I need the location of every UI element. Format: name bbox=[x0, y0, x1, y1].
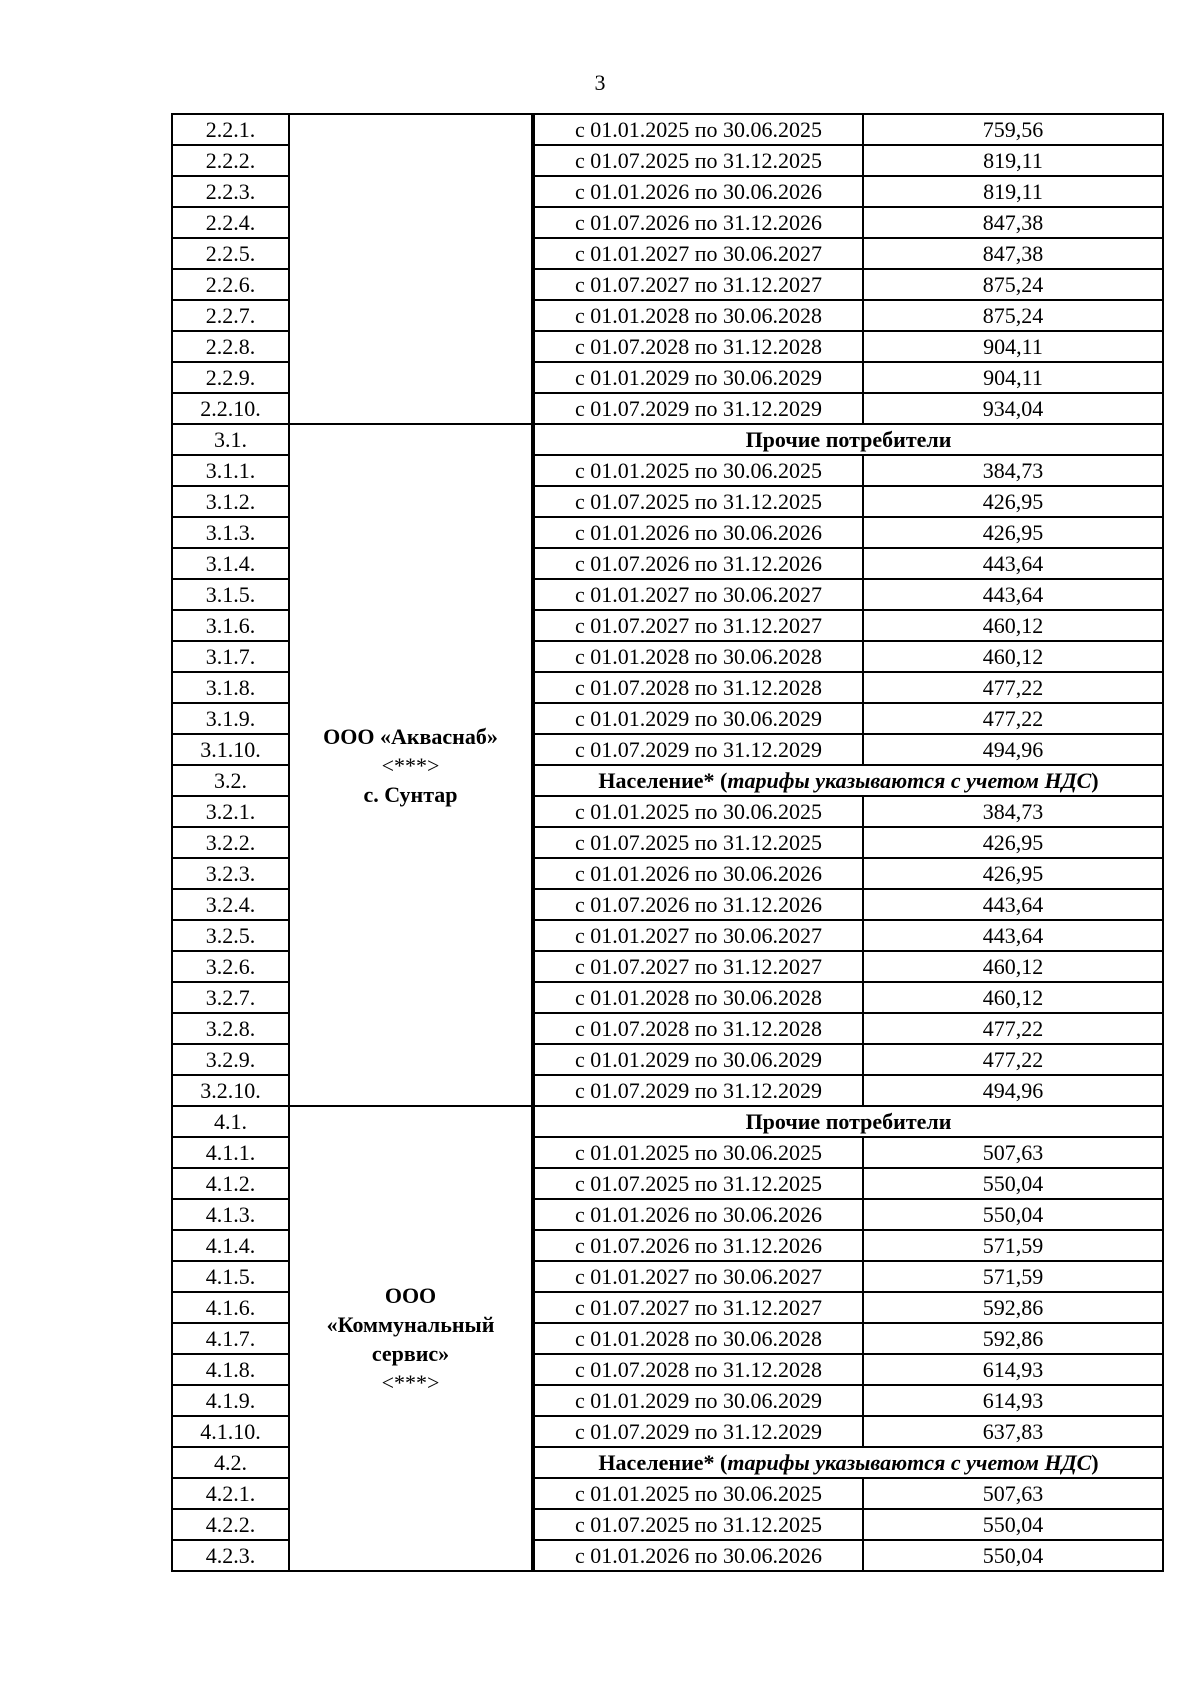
row-number: 2.2.2. bbox=[172, 145, 289, 176]
tariff-value: 571,59 bbox=[863, 1230, 1163, 1261]
consumer-category-header bbox=[534, 424, 1163, 455]
tariff-period: с 01.01.2026 по 30.06.2026 bbox=[534, 176, 863, 207]
tariff-value: 550,04 bbox=[863, 1199, 1163, 1230]
tariff-value: 614,93 bbox=[863, 1354, 1163, 1385]
tariff-value: 614,93 bbox=[863, 1385, 1163, 1416]
tariff-period: с 01.01.2029 по 30.06.2029 bbox=[534, 362, 863, 393]
tariff-value: 904,11 bbox=[863, 331, 1163, 362]
tariff-value: 477,22 bbox=[863, 672, 1163, 703]
organization-name-line: ООО bbox=[384, 1282, 437, 1308]
row-number: 4.1. bbox=[172, 1106, 289, 1137]
row-number: 2.2.3. bbox=[172, 176, 289, 207]
tariff-value: 443,64 bbox=[863, 920, 1163, 951]
row-number: 2.2.4. bbox=[172, 207, 289, 238]
tariff-value: 847,38 bbox=[863, 238, 1163, 269]
tariff-value: 759,56 bbox=[863, 114, 1163, 145]
tariff-value: 460,12 bbox=[863, 982, 1163, 1013]
row-number: 3.2. bbox=[172, 765, 289, 796]
tariff-value: 460,12 bbox=[863, 951, 1163, 982]
row-number: 3.1.5. bbox=[172, 579, 289, 610]
row-number: 4.1.2. bbox=[172, 1168, 289, 1199]
tariff-value: 875,24 bbox=[863, 269, 1163, 300]
organization-name-line: <***> bbox=[381, 1369, 440, 1395]
consumer-category-header bbox=[534, 765, 1163, 796]
tariff-period: с 01.01.2025 по 30.06.2025 bbox=[534, 114, 863, 145]
tariff-value: 494,96 bbox=[863, 734, 1163, 765]
row-number: 2.2.9. bbox=[172, 362, 289, 393]
tariff-period: с 01.01.2026 по 30.06.2026 bbox=[534, 1199, 863, 1230]
row-number: 3.1.2. bbox=[172, 486, 289, 517]
tariff-period: с 01.01.2026 по 30.06.2026 bbox=[534, 517, 863, 548]
organization-name-line: сервис» bbox=[371, 1340, 450, 1366]
tariff-value: 637,83 bbox=[863, 1416, 1163, 1447]
row-number: 3.1.6. bbox=[172, 610, 289, 641]
tariff-table bbox=[171, 113, 1164, 1572]
tariff-period: с 01.01.2029 по 30.06.2029 bbox=[534, 1044, 863, 1075]
tariff-period: с 01.01.2026 по 30.06.2026 bbox=[534, 1540, 863, 1571]
tariff-table-body bbox=[172, 114, 1163, 1571]
organization-cell bbox=[289, 424, 532, 1106]
category-title: Прочие потребители bbox=[745, 1108, 952, 1134]
section-header-row bbox=[172, 424, 1163, 455]
row-number: 4.1.9. bbox=[172, 1385, 289, 1416]
row-number: 3.1. bbox=[172, 424, 289, 455]
page-number: 3 bbox=[594, 70, 606, 95]
tariff-period: с 01.07.2025 по 31.12.2025 bbox=[534, 145, 863, 176]
tariff-value: 477,22 bbox=[863, 1013, 1163, 1044]
tariff-value: 477,22 bbox=[863, 1044, 1163, 1075]
tariff-period: с 01.07.2029 по 31.12.2029 bbox=[534, 734, 863, 765]
tariff-period: с 01.01.2027 по 30.06.2027 bbox=[534, 579, 863, 610]
row-number: 4.1.3. bbox=[172, 1199, 289, 1230]
row-number: 2.2.6. bbox=[172, 269, 289, 300]
tariff-period: с 01.07.2026 по 31.12.2026 bbox=[534, 889, 863, 920]
tariff-period: с 01.07.2027 по 31.12.2027 bbox=[534, 951, 863, 982]
tariff-period: с 01.07.2027 по 31.12.2027 bbox=[534, 1292, 863, 1323]
row-number: 4.2. bbox=[172, 1447, 289, 1478]
row-number: 4.1.1. bbox=[172, 1137, 289, 1168]
tariff-value: 460,12 bbox=[863, 641, 1163, 672]
tariff-value: 384,73 bbox=[863, 455, 1163, 486]
tariff-value: 460,12 bbox=[863, 610, 1163, 641]
row-number: 4.2.1. bbox=[172, 1478, 289, 1509]
tariff-value: 443,64 bbox=[863, 579, 1163, 610]
tariff-value: 426,95 bbox=[863, 517, 1163, 548]
category-note-open: ( bbox=[714, 767, 728, 793]
tariff-value: 550,04 bbox=[863, 1509, 1163, 1540]
category-note-close: ) bbox=[1091, 767, 1099, 793]
row-number: 2.2.5. bbox=[172, 238, 289, 269]
organization-cell bbox=[289, 114, 532, 424]
tariff-period: с 01.07.2025 по 31.12.2025 bbox=[534, 486, 863, 517]
row-number: 3.1.8. bbox=[172, 672, 289, 703]
tariff-value: 571,59 bbox=[863, 1261, 1163, 1292]
tariff-value: 592,86 bbox=[863, 1323, 1163, 1354]
tariff-value: 550,04 bbox=[863, 1168, 1163, 1199]
row-number: 3.2.6. bbox=[172, 951, 289, 982]
tariff-period: с 01.01.2028 по 30.06.2028 bbox=[534, 641, 863, 672]
consumer-category-header bbox=[534, 1106, 1163, 1137]
row-number: 3.2.3. bbox=[172, 858, 289, 889]
row-number: 4.1.8. bbox=[172, 1354, 289, 1385]
row-number: 4.2.2. bbox=[172, 1509, 289, 1540]
consumer-category-header bbox=[534, 1447, 1163, 1478]
tariff-period: с 01.01.2025 по 30.06.2025 bbox=[534, 1478, 863, 1509]
row-number: 4.1.4. bbox=[172, 1230, 289, 1261]
tariff-value: 443,64 bbox=[863, 889, 1163, 920]
category-title: Население* bbox=[598, 767, 715, 793]
category-note: тарифы указываются с учетом НДС bbox=[727, 1449, 1092, 1475]
tariff-period: с 01.01.2028 по 30.06.2028 bbox=[534, 982, 863, 1013]
tariff-period: с 01.01.2028 по 30.06.2028 bbox=[534, 1323, 863, 1354]
row-number: 3.2.8. bbox=[172, 1013, 289, 1044]
tariff-period: с 01.07.2028 по 31.12.2028 bbox=[534, 1354, 863, 1385]
tariff-period: с 01.07.2028 по 31.12.2028 bbox=[534, 331, 863, 362]
tariff-period: с 01.07.2029 по 31.12.2029 bbox=[534, 1416, 863, 1447]
row-number: 3.1.9. bbox=[172, 703, 289, 734]
organization-cell bbox=[289, 1106, 532, 1571]
organization-name-line: <***> bbox=[381, 752, 440, 778]
tariff-period: с 01.07.2025 по 31.12.2025 bbox=[534, 1168, 863, 1199]
organization-name-line: «Коммунальный bbox=[326, 1311, 495, 1337]
row-number: 4.1.10. bbox=[172, 1416, 289, 1447]
tariff-value: 384,73 bbox=[863, 796, 1163, 827]
tariff-value: 507,63 bbox=[863, 1478, 1163, 1509]
tariff-period: с 01.07.2028 по 31.12.2028 bbox=[534, 1013, 863, 1044]
row-number: 4.1.5. bbox=[172, 1261, 289, 1292]
section-header-row bbox=[172, 1106, 1163, 1137]
table-row bbox=[172, 114, 1163, 145]
tariff-value: 847,38 bbox=[863, 207, 1163, 238]
row-number: 4.2.3. bbox=[172, 1540, 289, 1571]
tariff-period: с 01.07.2029 по 31.12.2029 bbox=[534, 1075, 863, 1106]
category-title: Население* bbox=[598, 1449, 715, 1475]
tariff-period: с 01.07.2027 по 31.12.2027 bbox=[534, 610, 863, 641]
row-number: 2.2.8. bbox=[172, 331, 289, 362]
row-number: 3.1.10. bbox=[172, 734, 289, 765]
row-number: 2.2.1. bbox=[172, 114, 289, 145]
tariff-value: 443,64 bbox=[863, 548, 1163, 579]
row-number: 2.2.10. bbox=[172, 393, 289, 424]
tariff-period: с 01.01.2025 по 30.06.2025 bbox=[534, 455, 863, 486]
tariff-value: 934,04 bbox=[863, 393, 1163, 424]
row-number: 3.2.9. bbox=[172, 1044, 289, 1075]
row-number: 4.1.6. bbox=[172, 1292, 289, 1323]
organization-name-line: ООО «Акваснаб» bbox=[323, 723, 498, 749]
row-number: 4.1.7. bbox=[172, 1323, 289, 1354]
category-note: тарифы указываются с учетом НДС bbox=[727, 767, 1092, 793]
row-number: 3.2.7. bbox=[172, 982, 289, 1013]
tariff-value: 426,95 bbox=[863, 858, 1163, 889]
tariff-value: 426,95 bbox=[863, 486, 1163, 517]
category-note-open: ( bbox=[714, 1449, 728, 1475]
row-number: 3.1.3. bbox=[172, 517, 289, 548]
tariff-period: с 01.01.2029 по 30.06.2029 bbox=[534, 703, 863, 734]
row-number: 3.2.5. bbox=[172, 920, 289, 951]
category-note-close: ) bbox=[1091, 1449, 1099, 1475]
row-number: 3.2.10. bbox=[172, 1075, 289, 1106]
tariff-period: с 01.01.2026 по 30.06.2026 bbox=[534, 858, 863, 889]
tariff-period: с 01.01.2025 по 30.06.2025 bbox=[534, 1137, 863, 1168]
organization-name-line: с. Сунтар bbox=[363, 781, 458, 807]
tariff-period: с 01.07.2025 по 31.12.2025 bbox=[534, 1509, 863, 1540]
row-number: 2.2.7. bbox=[172, 300, 289, 331]
tariff-value: 426,95 bbox=[863, 827, 1163, 858]
tariff-period: с 01.07.2026 по 31.12.2026 bbox=[534, 1230, 863, 1261]
tariff-period: с 01.01.2027 по 30.06.2027 bbox=[534, 238, 863, 269]
row-number: 3.2.4. bbox=[172, 889, 289, 920]
tariff-value: 477,22 bbox=[863, 703, 1163, 734]
row-number: 3.2.2. bbox=[172, 827, 289, 858]
tariff-value: 819,11 bbox=[863, 145, 1163, 176]
tariff-period: с 01.01.2027 по 30.06.2027 bbox=[534, 920, 863, 951]
category-title: Прочие потребители bbox=[745, 426, 952, 452]
tariff-period: с 01.01.2029 по 30.06.2029 bbox=[534, 1385, 863, 1416]
row-number: 3.1.1. bbox=[172, 455, 289, 486]
tariff-period: с 01.07.2025 по 31.12.2025 bbox=[534, 827, 863, 858]
tariff-period: с 01.07.2027 по 31.12.2027 bbox=[534, 269, 863, 300]
tariff-period: с 01.07.2026 по 31.12.2026 bbox=[534, 207, 863, 238]
tariff-value: 819,11 bbox=[863, 176, 1163, 207]
tariff-period: с 01.07.2028 по 31.12.2028 bbox=[534, 672, 863, 703]
tariff-value: 494,96 bbox=[863, 1075, 1163, 1106]
tariff-period: с 01.01.2027 по 30.06.2027 bbox=[534, 1261, 863, 1292]
tariff-value: 550,04 bbox=[863, 1540, 1163, 1571]
tariff-period: с 01.07.2029 по 31.12.2029 bbox=[534, 393, 863, 424]
tariff-value: 875,24 bbox=[863, 300, 1163, 331]
tariff-period: с 01.01.2028 по 30.06.2028 bbox=[534, 300, 863, 331]
row-number: 3.1.7. bbox=[172, 641, 289, 672]
tariff-value: 592,86 bbox=[863, 1292, 1163, 1323]
tariff-period: с 01.01.2025 по 30.06.2025 bbox=[534, 796, 863, 827]
tariff-value: 507,63 bbox=[863, 1137, 1163, 1168]
tariff-period: с 01.07.2026 по 31.12.2026 bbox=[534, 548, 863, 579]
row-number: 3.1.4. bbox=[172, 548, 289, 579]
row-number: 3.2.1. bbox=[172, 796, 289, 827]
tariff-value: 904,11 bbox=[863, 362, 1163, 393]
